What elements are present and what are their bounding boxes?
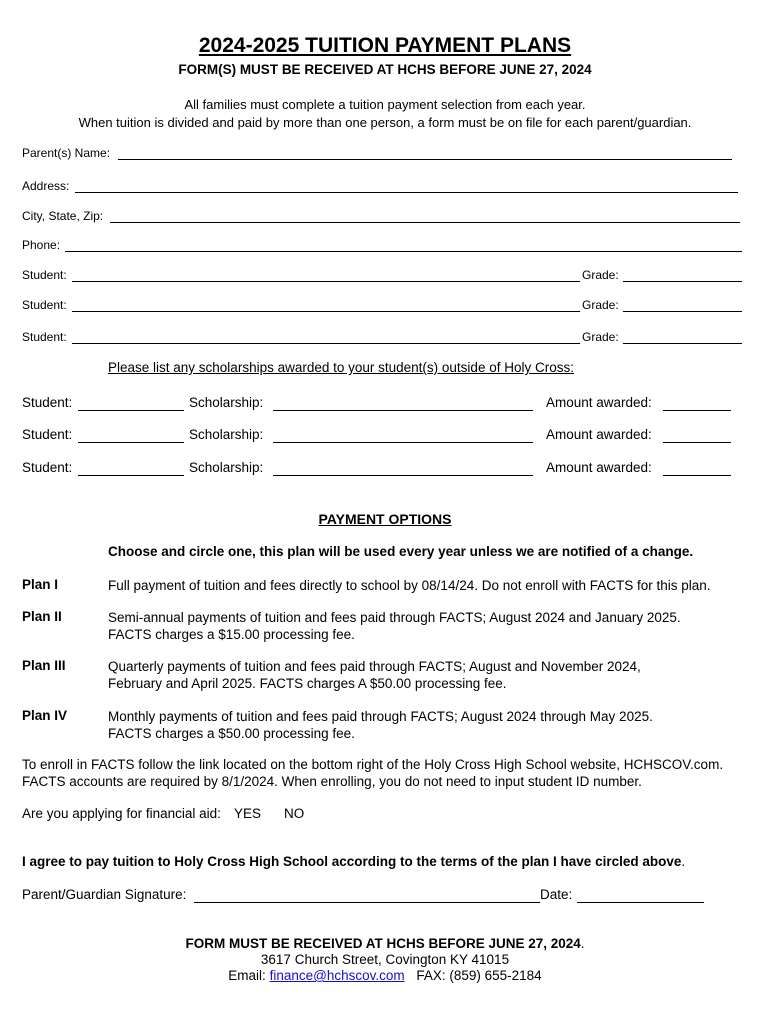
intro-line-1: All families must complete a tuition payment selection from each year. <box>184 97 586 112</box>
financial-aid-yes[interactable]: YES <box>234 806 262 821</box>
scholarship-field[interactable] <box>273 475 533 476</box>
scholarship-student-field[interactable] <box>78 475 184 476</box>
grade-field[interactable] <box>623 281 742 282</box>
scholarship-student-field[interactable] <box>78 410 184 411</box>
plan-4-description: Monthly payments of tuition and fees paid through FACTS; August 2024 through May 2025. FACTS charges a $50.00 processing fee. <box>108 709 653 741</box>
scholarship-label: Scholarship: <box>189 460 264 475</box>
parent-name-label: Parent(s) Name: <box>22 146 111 160</box>
agreement-period: . <box>681 854 686 869</box>
student-field[interactable] <box>72 343 580 344</box>
date-field[interactable] <box>577 902 704 903</box>
phone-field[interactable] <box>65 251 742 252</box>
plan-4-label[interactable]: Plan IV <box>22 708 68 723</box>
scholarship-student-label: Student: <box>22 395 73 410</box>
scholarship-student-label: Student: <box>22 460 73 475</box>
plan-2-description: Semi-annual payments of tuition and fees paid through FACTS; August 2024 and January 2025. FACTS charges a $15.00 processing fee. <box>108 610 681 642</box>
footer-deadline-text: FORM MUST BE RECEIVED AT HCHS BEFORE JUNE 27, 2024 <box>185 936 581 951</box>
plan-3-label[interactable]: Plan III <box>22 658 66 673</box>
parent-name-field[interactable] <box>118 159 732 160</box>
signature-field[interactable] <box>194 902 540 903</box>
amount-awarded-field[interactable] <box>663 442 731 443</box>
student-label: Student: <box>22 330 67 344</box>
grade-field[interactable] <box>623 311 742 312</box>
scholarship-label: Scholarship: <box>189 427 264 442</box>
scholarship-label: Scholarship: <box>189 395 264 410</box>
scholarship-student-label: Student: <box>22 427 73 442</box>
choose-instruction: Choose and circle one, this plan will be used every year unless we are notified of a change. <box>108 544 694 559</box>
agreement-text: I agree to pay tuition to Holy Cross High School according to the terms of the plan I have circled above <box>22 854 682 869</box>
form-title: 2024-2025 TUITION PAYMENT PLANS <box>198 34 572 57</box>
student-field[interactable] <box>72 281 580 282</box>
footer-address: 3617 Church Street, Covington KY 41015 <box>260 952 510 967</box>
footer-deadline-period: . <box>580 936 585 951</box>
footer-deadline <box>0 936 770 951</box>
plan-1-description: Full payment of tuition and fees directly to school by 08/14/24. Do not enroll with FACTS for this plan. <box>108 578 711 593</box>
amount-awarded-label: Amount awarded: <box>546 427 652 442</box>
date-label: Date: <box>540 887 573 902</box>
scholarship-field[interactable] <box>273 442 533 443</box>
form-subtitle: FORM(S) MUST BE RECEIVED AT HCHS BEFORE JUNE 27, 2024 <box>178 62 592 77</box>
address-label: Address: <box>22 179 70 193</box>
facts-enroll-text: To enroll in FACTS follow the link located on the bottom right of the Holy Cross High School website, HCHSCOV.com. FACTS accounts are required by 8/1/2024. When enrolling, you do not need to input student ID number. <box>22 757 724 789</box>
amount-awarded-label: Amount awarded: <box>546 460 652 475</box>
amount-awarded-field[interactable] <box>663 475 731 476</box>
plan-1-label[interactable]: Plan I <box>22 577 59 592</box>
agreement-statement <box>22 854 685 869</box>
amount-awarded-label: Amount awarded: <box>546 395 652 410</box>
city-state-zip-field[interactable] <box>110 222 740 223</box>
intro-line-2: When tuition is divided and paid by more than one person, a form must be on file for each parent/guardian. <box>78 115 692 130</box>
student-field[interactable] <box>72 311 580 312</box>
address-field[interactable] <box>75 192 738 193</box>
grade-label: Grade: <box>582 268 619 282</box>
payment-options-heading: PAYMENT OPTIONS <box>318 511 452 527</box>
city-state-zip-label: City, State, Zip: <box>22 209 104 223</box>
footer-email-label: Email: <box>228 968 266 983</box>
grade-field[interactable] <box>623 343 742 344</box>
footer-fax: FAX: (859) 655-2184 <box>416 968 542 983</box>
scholarship-field[interactable] <box>273 410 533 411</box>
footer-email-link[interactable]: finance@hchscov.com <box>269 968 405 983</box>
scholarship-student-field[interactable] <box>78 442 184 443</box>
grade-label: Grade: <box>582 298 619 312</box>
signature-label: Parent/Guardian Signature: <box>22 887 187 902</box>
financial-aid-no[interactable]: NO <box>284 806 305 821</box>
grade-label: Grade: <box>582 330 619 344</box>
phone-label: Phone: <box>22 238 61 252</box>
footer-contact <box>0 968 770 983</box>
amount-awarded-field[interactable] <box>663 410 731 411</box>
plan-3-description: Quarterly payments of tuition and fees paid through FACTS; August and November 2024, February and April 2025. FACTS charges A $50.00 processing fee. <box>108 659 641 691</box>
scholarship-prompt: Please list any scholarships awarded to your student(s) outside of Holy Cross: <box>108 360 574 375</box>
student-label: Student: <box>22 268 67 282</box>
financial-aid-question: Are you applying for financial aid: <box>22 806 221 821</box>
student-label: Student: <box>22 298 67 312</box>
plan-2-label[interactable]: Plan II <box>22 609 62 624</box>
